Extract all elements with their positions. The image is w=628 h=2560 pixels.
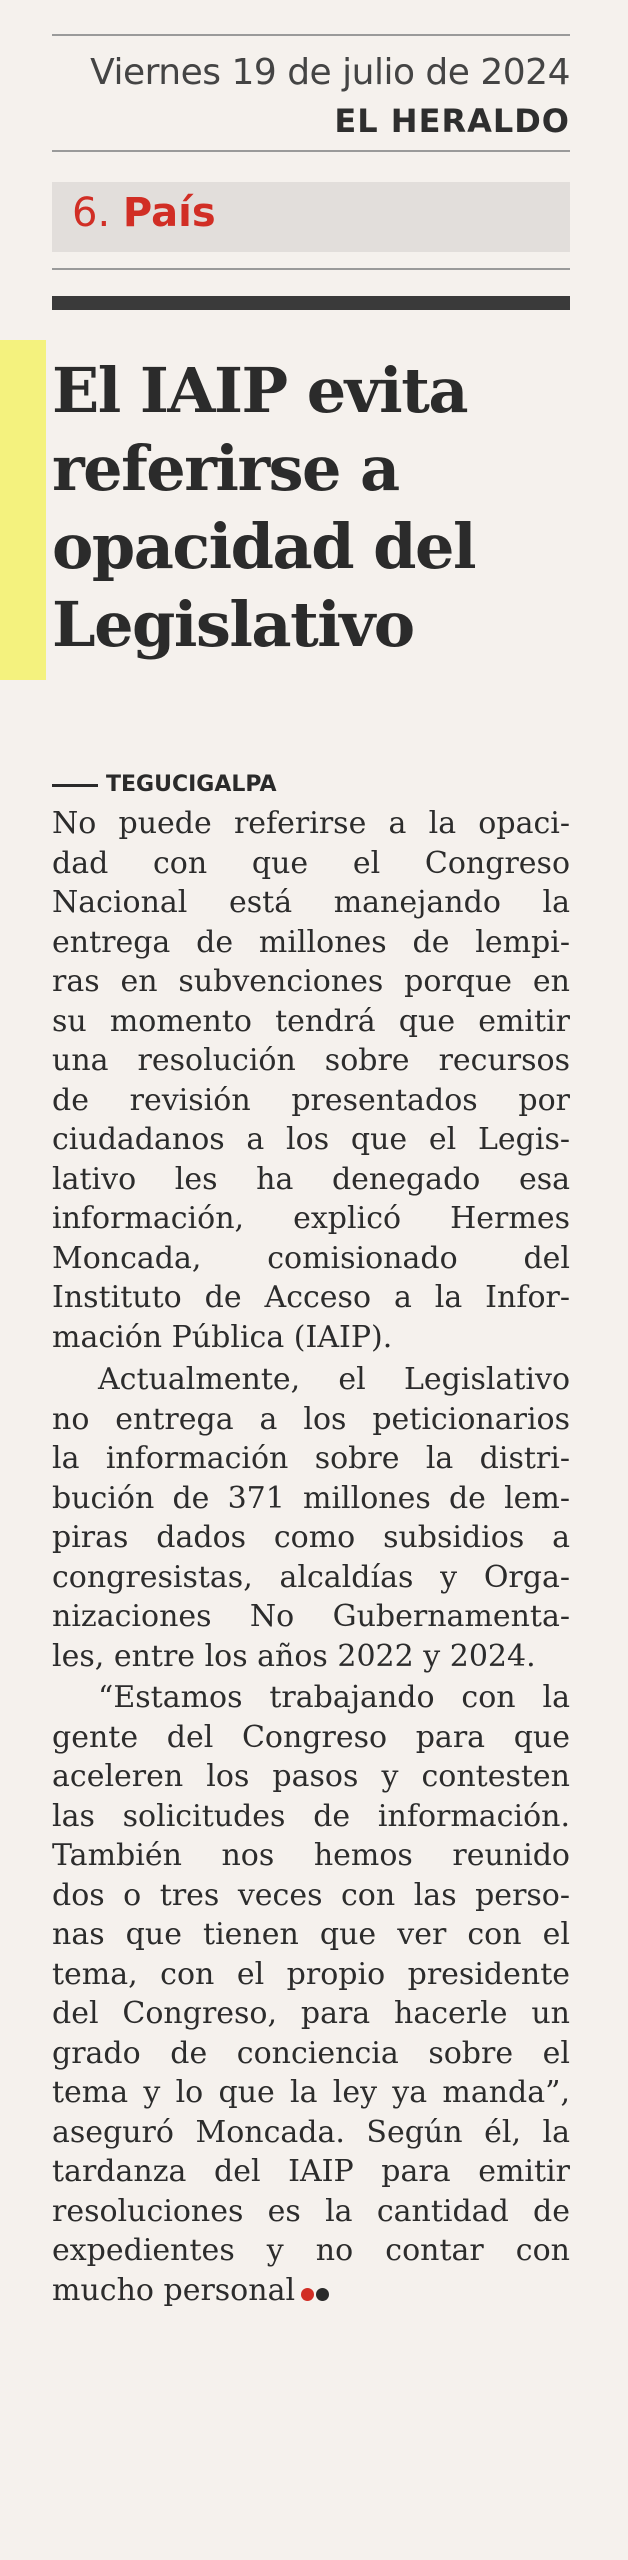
body-line: les, entre los años 2022 y 2024. [52,1638,536,1674]
section-name: País [122,190,216,236]
paragraph-2 [52,1360,570,1676]
body-line: Actualmente, el Legislativo [98,1362,570,1397]
body-line: dos o tres veces con las perso- [52,1877,570,1913]
newspaper-name: EL HERALDO [334,102,570,140]
body-line: del Congreso, para hacerle un [52,1996,570,2031]
body-line: ciudadanos a los que el Legis- [52,1122,570,1157]
dateline [52,772,277,797]
publication-date: Viernes 19 de julio de 2024 [90,52,570,93]
body-line: gente del Congreso para que [52,1719,570,1755]
body-line: También nos hemos reunido [52,1838,570,1873]
body-line: piras dados como subsidios a [52,1520,570,1555]
body-line: Nacional está manejando la [52,885,570,920]
headline-rule [52,296,570,310]
highlighter-mark [0,340,46,680]
body-line: Instituto de Acceso a la Infor- [52,1280,570,1315]
end-dot-dark [316,2288,329,2301]
body-line: tema y lo que la ley ya manda”, [52,2075,570,2110]
headline-line: opacidad del [52,510,475,583]
paragraph-1 [52,804,570,1357]
headline-line: Legislativo [52,588,414,661]
body-line: entrega de millones de lempi- [52,924,570,960]
body-line: expedientes y no contar con [52,2233,570,2268]
body-line: no entrega a los peticionarios [52,1401,570,1437]
headline-line: referirse a [52,432,399,505]
body-line: bución de 371 millones de lem- [52,1480,570,1516]
body-line: resoluciones es la cantidad de [52,2193,570,2229]
headline-line: El IAIP evita [52,354,468,427]
body-line: las solicitudes de información. [52,1798,570,1834]
section-label [72,190,216,236]
headline [52,352,592,664]
body-line: tardanza del IAIP para emitir [52,2154,570,2189]
end-dot-red [301,2288,314,2301]
body-line: nizaciones No Gubernamenta- [52,1599,570,1634]
body-line: ras en subvenciones porque en [52,964,570,999]
top-rule [52,34,570,36]
body-line: su momento tendrá que emitir [52,1003,570,1039]
dateline-dash [52,784,98,787]
body-line: una resolución sobre recursos [52,1043,570,1078]
page-number: 6. [72,190,111,236]
body-line: No puede referirse a la opaci- [52,806,570,841]
body-line: aceleren los pasos y contesten [52,1759,570,1794]
body-line: aseguró Moncada. Según él, la [52,2114,570,2150]
section-rule [52,268,570,270]
body-line: mucho personal [52,2271,570,2311]
body-line: Moncada, comisionado del [52,1240,570,1276]
body-line: mación Pública (IAIP). [52,1319,393,1355]
body-line: tema, con el propio presidente [52,1956,570,1992]
body-line: “Estamos trabajando con la [98,1680,570,1715]
body-line: información, explicó Hermes [52,1201,570,1236]
body-line: congresistas, alcaldías y Orga- [52,1559,570,1595]
body-line: grado de conciencia sobre el [52,2035,570,2071]
masthead-rule [52,150,570,152]
body-line: nas que tienen que ver con el [52,1917,570,1952]
paragraph-3 [52,1678,570,2310]
body-line: la información sobre la distri- [52,1441,570,1476]
body-line: lativo les ha denegado esa [52,1161,570,1197]
body-line: dad con que el Congreso [52,845,570,881]
dateline-text: TEGUCIGALPA [106,772,277,797]
body-line: de revisión presentados por [52,1082,570,1118]
end-mark-icon [299,2272,329,2312]
